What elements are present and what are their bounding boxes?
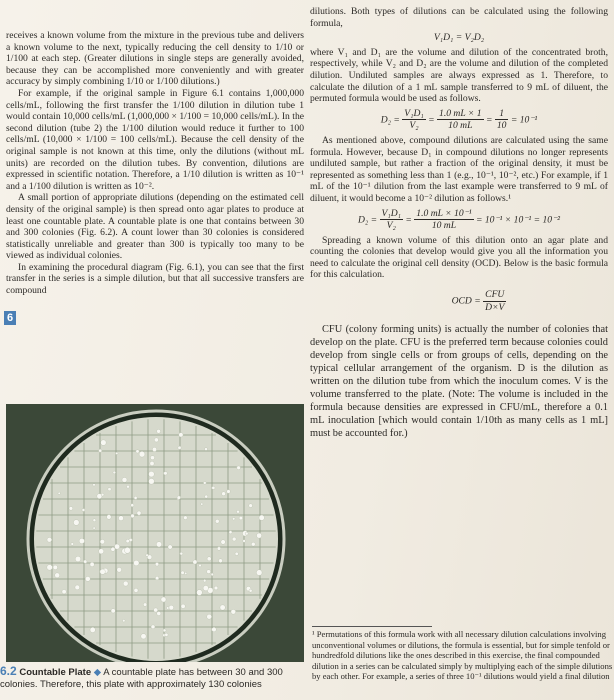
colony <box>203 585 208 590</box>
colony <box>73 520 79 526</box>
eq2-f2-den: 10 mL <box>448 120 473 132</box>
colony <box>117 567 122 572</box>
colony <box>249 504 253 508</box>
colony <box>231 609 236 614</box>
colony <box>79 538 84 543</box>
colony <box>116 452 118 454</box>
colony <box>136 450 139 453</box>
colony <box>134 560 140 566</box>
colony <box>155 576 159 580</box>
colony <box>53 565 58 570</box>
colony <box>85 576 90 581</box>
eq2-f3-num: 1 <box>495 108 509 121</box>
ocd-formula <box>350 289 608 313</box>
colony <box>168 545 172 549</box>
colony <box>165 633 168 636</box>
colony <box>157 611 161 615</box>
colony <box>219 559 223 563</box>
colony <box>199 564 202 567</box>
equation-compound-dilution <box>310 208 608 232</box>
colony <box>256 570 262 576</box>
ocd-fraction <box>483 289 506 313</box>
colony <box>163 629 166 632</box>
colony <box>139 451 145 457</box>
eq3-equals: = <box>405 213 412 225</box>
colony <box>207 614 212 619</box>
colony <box>154 438 158 442</box>
eq2-equals: = <box>428 114 435 126</box>
colony <box>99 449 102 452</box>
colony <box>152 447 156 451</box>
footnote <box>312 626 614 682</box>
colony <box>237 510 240 513</box>
footnote-rule <box>312 626 432 627</box>
colony <box>222 492 226 496</box>
colony <box>137 511 141 515</box>
colony <box>146 554 149 557</box>
colony <box>123 619 126 622</box>
right-paragraph-1: dilutions. Both types of dilutions can be calculated using the following formula, <box>310 6 608 29</box>
colony <box>251 542 255 546</box>
colony <box>107 515 112 520</box>
eq3-f2-den: 10 mL <box>431 220 457 232</box>
right-column <box>310 6 608 440</box>
colony <box>181 604 185 608</box>
ocd-num: CFU <box>483 289 506 302</box>
colony <box>179 433 183 437</box>
colony <box>127 485 130 488</box>
right-paragraph-4: Spreading a known volume of this dilution onto an agar plate and counting the colonies that develop would give you all the information you need to calculate the original cell density (OCD). Below is the basic formula for this calculation. <box>310 234 608 281</box>
colony <box>100 539 105 544</box>
colony <box>58 492 60 494</box>
agar-surface <box>34 417 278 661</box>
colony <box>215 519 219 523</box>
colony <box>184 516 188 520</box>
colony <box>155 563 159 567</box>
left-paragraph-1: receives a known volume from the mixture in the previous tube and delivers a known volume to the next, typically reducing the cell density to 1/10 or 1/100 at each step. (Greater dilutions in single steps are generally avoided, because they can be accomplished more conveniently and with greater accuracy by simply combining 1/10 or 1/100 dilutions.) <box>6 30 304 88</box>
colony <box>149 478 155 484</box>
colony <box>214 586 218 590</box>
ocd-lhs: OCD = <box>451 295 481 307</box>
colony <box>229 531 232 534</box>
colony <box>143 603 147 607</box>
caption-title: Countable Plate <box>19 667 92 678</box>
eq2-f1-num: V₁D₁ <box>404 107 424 119</box>
eq2-fraction-2 <box>437 108 484 132</box>
colony <box>101 493 104 496</box>
colony <box>126 539 130 543</box>
equation-simple-dilution <box>310 108 608 132</box>
right-paragraph-3: As mentioned above, compound dilutions are calculated using the same formula. However, because D₁ in compound dilutions no longer represents undiluted sample, but rather a fraction of the original density, it must be represented as something less than 1 (e.g., 10⁻¹, 10⁻², etc.) For example, if 1 mL of the 10⁻¹ dilution from the last example were transferred to 9 mL of diluent, it would become a 10⁻² dilution as follows.¹ <box>310 134 608 204</box>
colony <box>141 634 146 639</box>
colony <box>134 496 137 499</box>
colony <box>75 556 81 562</box>
eq3-fraction-1 <box>380 208 403 232</box>
eq2-fraction-1 <box>402 108 425 132</box>
colony <box>122 477 127 482</box>
colony <box>201 503 203 505</box>
eq3-lhs: D₂ = <box>357 213 378 225</box>
colony <box>205 495 208 498</box>
dilution-formula: V₁D₁ = V₂D₂ <box>433 32 485 44</box>
eq2-f1-den: V₂ <box>409 120 419 132</box>
colony <box>180 552 183 555</box>
colony <box>217 547 221 551</box>
colony <box>177 496 181 500</box>
eq3-f2-num: 1.0 mL × 10⁻¹ <box>416 207 472 219</box>
colony <box>131 504 134 507</box>
colony <box>154 608 158 612</box>
colony <box>249 589 252 592</box>
colony <box>235 552 238 555</box>
colony <box>69 507 73 511</box>
right-paragraph-2: where V₁ and D₁ are the volume and dilution of the concentrated broth, respectively, while V₂ and D₂ are the volume and dilution of the completed dilution. Undiluted samples are always expressed as 1. Therefore, to calculate the dilution of a 1 mL sample transferred to 9 mL of diluent, the permuted formula would be used as follows. <box>310 46 608 105</box>
eq3-f1-den: V₂ <box>386 220 396 232</box>
plate-illustration <box>6 404 304 662</box>
colony <box>197 590 203 596</box>
colony <box>124 547 130 553</box>
eq2-result: = 10⁻¹ <box>510 114 538 126</box>
colony <box>221 540 226 545</box>
left-paragraph-2: For example, if the original sample in Figure 6.1 contains 1,000,000 cells/mL, following the first transfer the 1/100 dilution in dilution tube 1 would contain 10,000 cells/mL (1,000,000 × 1/100 = 10,000 cells/mL). In the second dilution (tube 2) the 1/100 dilution would reduce it further to 100 cells/mL (10,000 × 1/100 = 100 cells/mL). Because the cell density of the original sample is not known at this time, only the dilutions (without mL units) are recorded on the dilution tubes. By convention, dilutions are expressed in scientific notation. Therefore, a 1/10 dilution is written as 10⁻¹ and a 1/100 dilution is written as 10⁻². <box>6 87 304 192</box>
eq3-f1-num: V₁D₁ <box>381 207 401 219</box>
countable-plate-photo <box>6 404 304 662</box>
colony <box>151 625 155 629</box>
eq2-f2-num: 1.0 mL × 1 <box>439 107 482 119</box>
left-paragraph-4: In examining the procedural diagram (Fig. 6.1), you can see that the first transfer in the series is a simple dilution, but that all successive transfers are compound <box>6 261 304 297</box>
caption-figure-number: 6.2 <box>0 664 17 678</box>
colony <box>207 557 211 561</box>
colony <box>82 509 85 512</box>
eq2-equals-2: = <box>485 114 493 126</box>
colony <box>156 542 161 547</box>
caption-diamond-icon: ◆ <box>93 667 102 678</box>
colony <box>169 605 174 610</box>
colony <box>75 585 80 590</box>
colony <box>101 440 107 446</box>
colony <box>232 518 235 521</box>
colony <box>119 516 124 521</box>
colony <box>123 581 128 586</box>
colony <box>232 537 236 541</box>
figure-caption <box>0 665 304 691</box>
colony <box>203 579 206 582</box>
colony <box>212 486 215 489</box>
ocd-den: D×V <box>485 301 505 313</box>
colony <box>211 573 214 576</box>
colony <box>157 429 161 433</box>
right-paragraph-5: CFU (colony forming units) is actually the number of colonies that develop on the plate. CFU is the preferred term because colonies could develop from single cells or from groups of cells, depending on the typical cellular arrangement of the organism. D is the dilution as written on the dilution tube from which the inoculum comes. V is the volume transferred to the plate. (Note: The volume is included in the formula because densities are expressed in CFU/mL, therefore a 0.1 mL inoculation [which would contain 1/10th as many cells as 1 mL] must be accounted for.) <box>310 324 608 440</box>
eq3-result: = 10⁻¹ × 10⁻¹ = 10⁻² <box>476 213 561 225</box>
colony <box>185 572 187 574</box>
footnote-text: ¹ Permutations of this formula work with all necessary dilution calculations involving unconventional volumes or dilutions, the formula is essential, but for simple tenfold or hundredfold dilutions like the ones described in this exercise, the final compounded dilution in a series can be calculated simply by multiplying each of the simple dilutions by each other. For example, a series of three 10⁻¹ dilutions would yield a final dilution <box>312 629 613 681</box>
colony <box>245 532 248 535</box>
colony <box>134 588 138 592</box>
colony <box>150 461 154 465</box>
colony <box>220 605 225 610</box>
left-column <box>6 30 304 297</box>
colony <box>239 516 243 520</box>
colony <box>108 488 111 491</box>
figure-reference-marker: 6 <box>4 311 16 325</box>
colony <box>203 482 206 485</box>
colony <box>55 573 60 578</box>
left-paragraph-3: A small portion of appropriate dilutions (depending on the estimated cell density of the original sample) is then spread onto agar plates to produce at least one countable plate. A countable plate is one that contains between 30 and 300 colonies (Fig. 6.2). A count lower than 30 colonies is considered statistically unreliable and greater than 300 is typically too many to be viewed as individual colonies. <box>6 192 304 262</box>
colony <box>259 515 264 520</box>
eq2-f3-den: 10 <box>496 120 507 132</box>
colony <box>166 607 169 610</box>
colony <box>193 560 197 564</box>
eq2-lhs: D₂ = <box>380 114 400 126</box>
colony <box>181 571 185 575</box>
colony <box>237 466 241 470</box>
colony <box>62 590 66 594</box>
colony <box>149 471 155 477</box>
colony <box>257 533 262 538</box>
colony <box>47 537 52 542</box>
colony <box>115 544 120 549</box>
colony <box>93 484 96 487</box>
colony <box>150 456 154 460</box>
colony <box>113 471 116 474</box>
colony <box>207 570 211 574</box>
colony <box>90 627 95 632</box>
colony <box>205 448 208 451</box>
colony <box>99 549 104 554</box>
colony <box>161 597 166 602</box>
colony <box>164 472 168 476</box>
colony <box>100 569 105 574</box>
colony <box>131 514 135 518</box>
colony <box>93 519 96 522</box>
colony <box>90 562 94 566</box>
colony <box>212 627 217 632</box>
colony <box>93 527 95 529</box>
colony <box>111 609 115 613</box>
eq2-fraction-3 <box>495 108 509 132</box>
colony <box>111 547 115 551</box>
colony <box>84 560 87 563</box>
colony <box>71 543 74 546</box>
colony <box>243 540 246 543</box>
eq3-fraction-2 <box>414 208 473 232</box>
colony <box>47 565 53 571</box>
caption-text: A countable plate has between 30 and 300 colonies. Therefore, this plate with approximately 130 colonies <box>0 667 283 690</box>
colony <box>227 490 231 494</box>
colony <box>178 446 181 449</box>
